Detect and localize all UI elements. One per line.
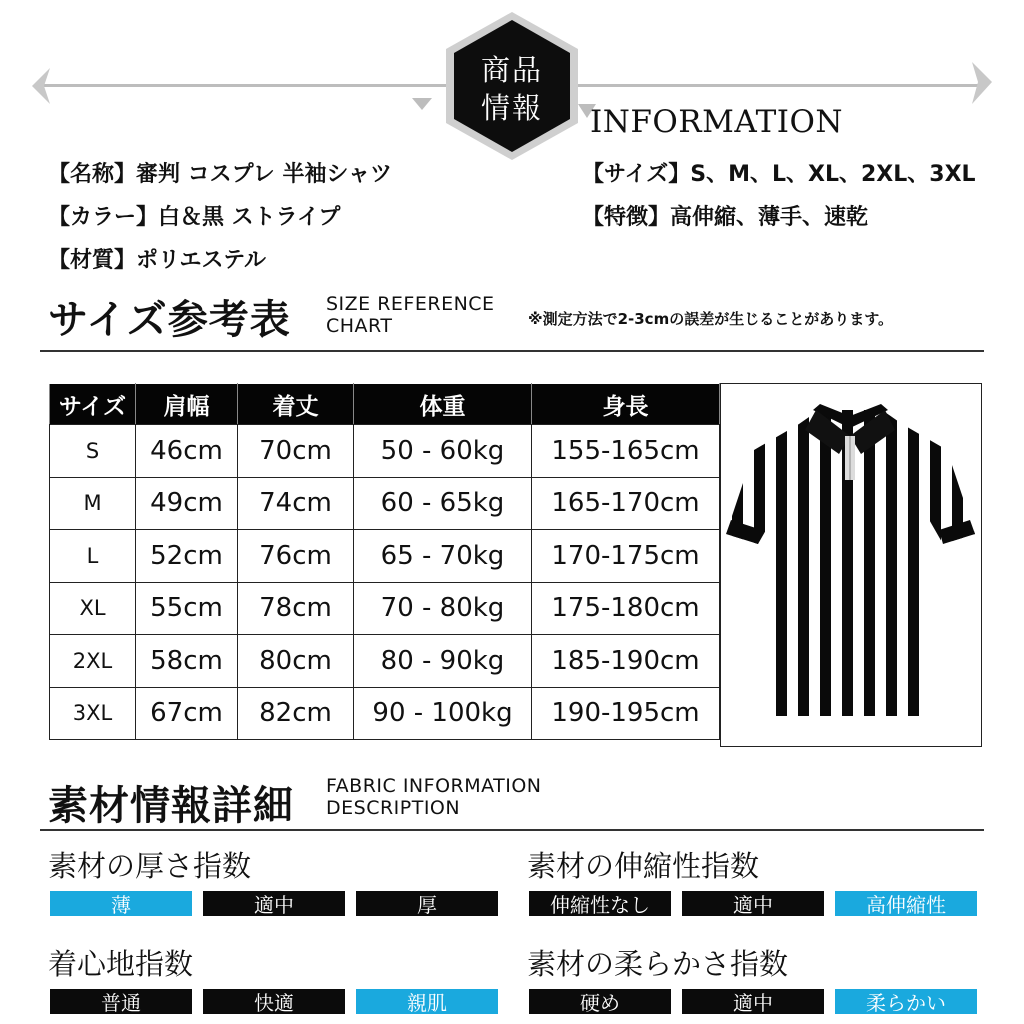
size-cell: M <box>50 477 136 530</box>
meter-segment: 適中 <box>682 989 824 1014</box>
height-cell: 190-195cm <box>532 687 720 740</box>
thickness-index-meter <box>50 891 498 916</box>
meter-segment: 適中 <box>203 891 345 916</box>
height-cell: 175-180cm <box>532 582 720 635</box>
weight-cell: 50 - 60kg <box>354 425 532 478</box>
size-section-divider <box>40 350 984 352</box>
length-cell: 78cm <box>238 582 354 635</box>
length-cell: 74cm <box>238 477 354 530</box>
size-chart-title: サイズ参考表 <box>48 297 291 343</box>
height-cell: 155-165cm <box>532 425 720 478</box>
size-chart-title-en-2: CHART <box>326 315 393 337</box>
fabric-info-title: 素材情報詳細 <box>48 783 294 829</box>
length-cell: 80cm <box>238 635 354 688</box>
shoulder-cell: 58cm <box>136 635 238 688</box>
shoulder-cell: 52cm <box>136 530 238 583</box>
size-cell: 3XL <box>50 687 136 740</box>
badge-line-2: 情報 <box>480 91 543 125</box>
product-info-badge <box>446 12 578 160</box>
size-cell: S <box>50 425 136 478</box>
product-name: 【名称】審判 コスプレ 半袖シャツ <box>48 162 392 187</box>
thickness-index-label: 素材の厚さ指数 <box>48 849 252 883</box>
meter-segment: 薄 <box>50 891 192 916</box>
header-arrow-left-icon <box>28 62 58 110</box>
shoulder-cell: 67cm <box>136 687 238 740</box>
header-arrow-right-icon <box>964 56 996 110</box>
product-image-frame <box>720 383 982 747</box>
shoulder-cell: 55cm <box>136 582 238 635</box>
meter-segment: 適中 <box>682 891 824 916</box>
measurement-note: ※測定方法で2-3cmの誤差が生じることがあります。 <box>528 310 894 328</box>
header-tick-left-icon <box>412 98 432 112</box>
product-features: 【特徴】高伸縮、薄手、速乾 <box>582 205 869 230</box>
length-cell: 76cm <box>238 530 354 583</box>
meter-segment: 柔らかい <box>835 989 977 1014</box>
header-rule-right <box>568 84 986 87</box>
product-material: 【材質】ポリエステル <box>48 248 267 273</box>
fabric-info-title-en-1: FABRIC INFORMATION <box>326 775 542 797</box>
shoulder-cell: 49cm <box>136 477 238 530</box>
size-table <box>49 383 720 740</box>
comfort-index-label: 着心地指数 <box>48 947 194 981</box>
product-sizes: 【サイズ】S、M、L、XL、2XL、3XL <box>582 162 976 187</box>
meter-segment: 硬め <box>529 989 671 1014</box>
size-cell: 2XL <box>50 635 136 688</box>
header-weight: 体重 <box>354 384 532 425</box>
information-title: INFORMATION <box>590 104 844 140</box>
fabric-section-divider <box>40 829 984 831</box>
header-height: 身長 <box>532 384 720 425</box>
fabric-info-title-en-2: DESCRIPTION <box>326 797 461 819</box>
header-shoulder: 肩幅 <box>136 384 238 425</box>
product-color: 【カラー】白＆黒 ストライプ <box>48 205 341 230</box>
table-row <box>50 687 720 740</box>
table-row <box>50 477 720 530</box>
comfort-index-meter <box>50 989 498 1014</box>
badge-line-1: 商品 <box>480 53 543 87</box>
header-size: サイズ <box>50 384 136 425</box>
shoulder-cell: 46cm <box>136 425 238 478</box>
softness-index-meter <box>529 989 977 1014</box>
stretch-index-meter <box>529 891 977 916</box>
length-cell: 82cm <box>238 687 354 740</box>
table-row <box>50 425 720 478</box>
meter-segment: 厚 <box>356 891 498 916</box>
meter-segment: 快適 <box>203 989 345 1014</box>
height-cell: 185-190cm <box>532 635 720 688</box>
meter-segment: 伸縮性なし <box>529 891 671 916</box>
weight-cell: 70 - 80kg <box>354 582 532 635</box>
length-cell: 70cm <box>238 425 354 478</box>
size-chart-title-en-1: SIZE REFERENCE <box>326 293 495 315</box>
weight-cell: 60 - 65kg <box>354 477 532 530</box>
header-length: 着丈 <box>238 384 354 425</box>
height-cell: 170-175cm <box>532 530 720 583</box>
meter-segment: 普通 <box>50 989 192 1014</box>
weight-cell: 80 - 90kg <box>354 635 532 688</box>
size-cell: L <box>50 530 136 583</box>
height-cell: 165-170cm <box>532 477 720 530</box>
table-row <box>50 582 720 635</box>
weight-cell: 90 - 100kg <box>354 687 532 740</box>
weight-cell: 65 - 70kg <box>354 530 532 583</box>
softness-index-label: 素材の柔らかさ指数 <box>527 947 789 981</box>
table-row <box>50 635 720 688</box>
striped-referee-shirt-icon <box>721 384 980 745</box>
header-rule-left <box>40 84 458 87</box>
meter-segment: 親肌 <box>356 989 498 1014</box>
table-row <box>50 530 720 583</box>
size-table-header <box>50 384 720 425</box>
stretch-index-label: 素材の伸縮性指数 <box>527 849 760 883</box>
size-cell: XL <box>50 582 136 635</box>
meter-segment: 高伸縮性 <box>835 891 977 916</box>
